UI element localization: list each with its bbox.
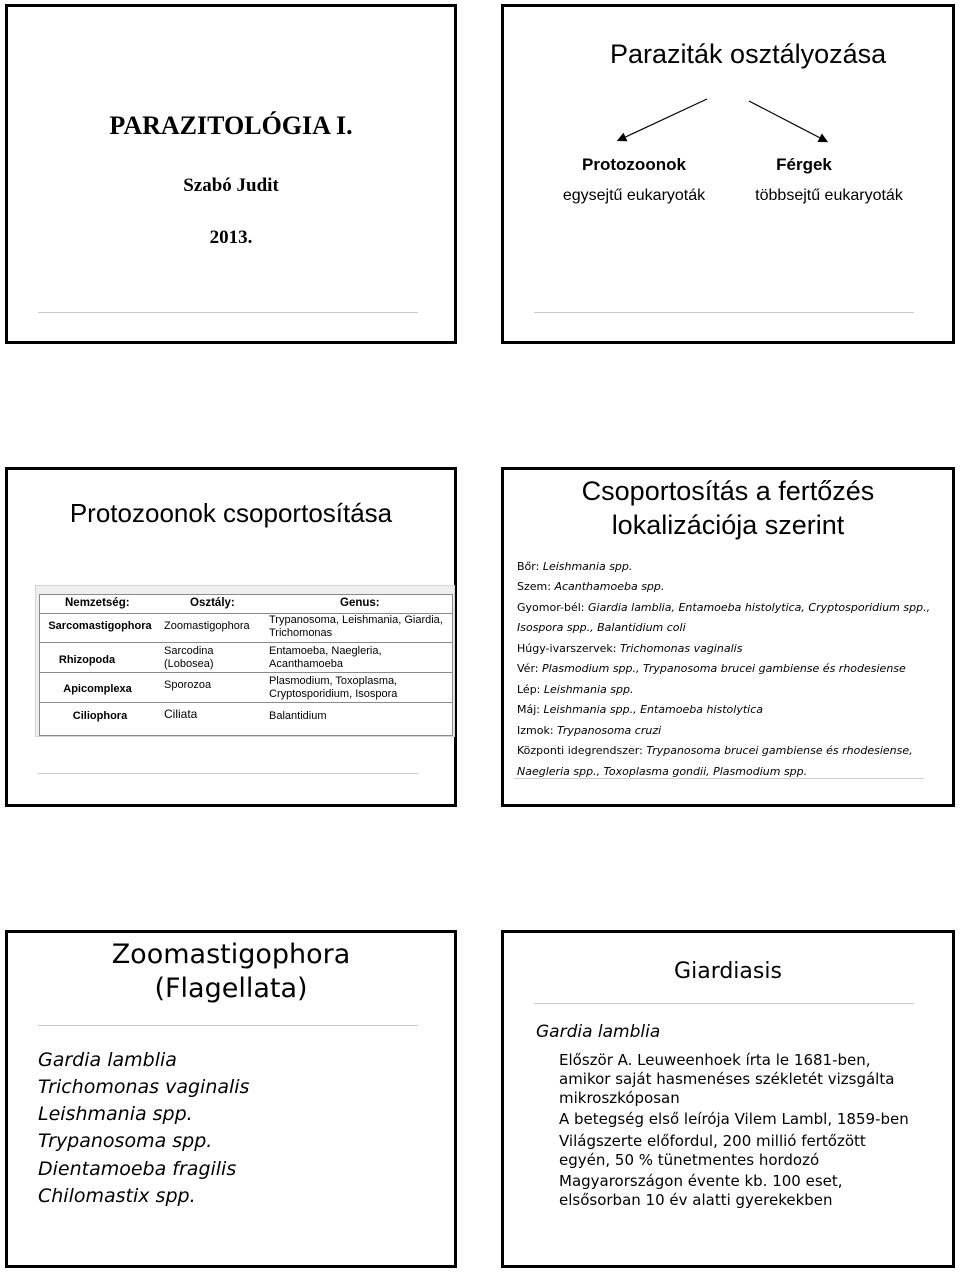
- table-row-class: Ciliata: [164, 707, 198, 721]
- table-row-phylum: Ciliophora: [72, 710, 128, 722]
- list-item: Gyomor-bél: Giardia lamblia, Entamoeba histolytica, Cryptosporidium spp.,: [517, 601, 931, 614]
- table-row-phylum: Sarcomastigophora: [48, 620, 152, 632]
- slide-title: Paraziták osztályozása: [610, 39, 887, 69]
- divider: [38, 773, 418, 774]
- slide-giardiasis: [501, 930, 955, 1268]
- author-name: Szabó Judit: [183, 175, 279, 196]
- worms-heading: Férgek: [776, 155, 832, 174]
- presentation-title: PARAZITOLÓGIA I.: [109, 111, 353, 140]
- slide-title-line1: Csoportosítás a fertőzés: [581, 476, 875, 506]
- table-row-phylum: Rhizopoda: [58, 654, 116, 666]
- header-class: Osztály:: [190, 597, 235, 609]
- table-row-class: Zoomastigophora: [164, 620, 250, 632]
- list-item: Máj: Leishmania spp., Entamoeba histolytica: [517, 703, 764, 716]
- list-item: Trypanosoma spp.: [38, 1130, 213, 1152]
- table-row-class: Sarcodina (Lobosea): [164, 645, 214, 670]
- classification-table-frame: [35, 585, 455, 737]
- list-item: Központi idegrendszer: Trypanosoma brucei gambiense és rhodesiense,: [517, 744, 913, 757]
- list-item: Naegleria spp., Toxoplasma gondii, Plasmodium spp.: [517, 765, 808, 778]
- table-row-phylum: Apicomplexa: [63, 683, 132, 695]
- classification-table: [39, 594, 453, 736]
- slide-flagellata: [5, 930, 457, 1268]
- protozoa-heading: Protozoonok: [582, 155, 686, 174]
- arrows-diagram: [504, 7, 952, 157]
- list-item: Húgy-ivarszervek: Trichomonas vaginalis: [517, 642, 743, 655]
- list-item: Izmok: Trypanosoma cruzi: [517, 724, 662, 737]
- slide-protozoa-groups: [5, 467, 457, 807]
- list-item: Lép: Leishmania spp.: [517, 683, 634, 696]
- worms-subtitle: többsejtű eukaryoták: [755, 187, 903, 204]
- slide-title-line2: lokalizációja szerint: [611, 510, 845, 540]
- list-item: Szem: Acanthamoeba spp.: [517, 580, 665, 593]
- slide-title-line2: (Flagellata): [154, 973, 308, 1004]
- header-genus: Genus:: [340, 597, 380, 609]
- list-item: Vér: Plasmodium spp., Trypanosoma brucei gambiense és rhodesiense: [517, 662, 906, 675]
- list-item: Chilomastix spp.: [38, 1185, 196, 1207]
- list-item: Gardia lamblia: [38, 1049, 177, 1071]
- protozoa-subtitle: egysejtű eukaryoták: [562, 187, 706, 204]
- divider: [38, 1025, 418, 1026]
- slide-title: Protozoonok csoportosítása: [69, 498, 393, 528]
- divider: [534, 1003, 914, 1004]
- divider: [514, 778, 924, 779]
- slide-infection-location: [501, 467, 955, 807]
- slide-title: Giardiasis: [674, 959, 782, 984]
- paragraph: Magyarországon évente kb. 100 eset, elsősorban 10 év alatti gyerekekben: [559, 1172, 843, 1209]
- list-item: Dientamoeba fragilis: [38, 1158, 237, 1180]
- table-row-genus: Trypanosoma, Leishmania, Giardia, Trichomonas: [269, 614, 443, 639]
- slide-subtitle: Gardia lamblia: [536, 1022, 661, 1042]
- divider: [38, 312, 418, 313]
- arrow-left: [619, 99, 707, 140]
- table-row-genus: Plasmodium, Toxoplasma, Cryptosporidium, Isospora: [269, 675, 398, 700]
- paragraph: A betegség első leírója Vilem Lambl, 1859-ben: [559, 1110, 909, 1128]
- paragraph: Először A. Leuweenhoek írta le 1681-ben, amikor saját hasmenéses székletét vizsgálta mikroszkóposan: [559, 1051, 895, 1107]
- slide-classification: [501, 4, 955, 344]
- slide-title: [5, 4, 457, 344]
- list-item: Trichomonas vaginalis: [38, 1076, 250, 1098]
- arrow-right: [749, 101, 826, 141]
- list-item: Bőr: Leishmania spp.: [517, 560, 633, 573]
- list-item: Leishmania spp.: [38, 1103, 193, 1125]
- header-phylum: Nemzetség:: [65, 597, 130, 609]
- divider: [534, 312, 914, 313]
- table-row-class: Sporozoa: [164, 679, 212, 691]
- year: 2013.: [209, 227, 253, 248]
- list-item: Isospora spp., Balantidium coli: [517, 621, 686, 634]
- table-row-genus: Balantidium: [269, 710, 327, 722]
- table-row-genus: Entamoeba, Naegleria, Acanthamoeba: [269, 645, 382, 670]
- paragraph: Világszerte előfordul, 200 millió fertőzött egyén, 50 % tünetmentes hordozó: [559, 1132, 866, 1169]
- slide-title-line1: Zoomastigophora: [111, 939, 351, 970]
